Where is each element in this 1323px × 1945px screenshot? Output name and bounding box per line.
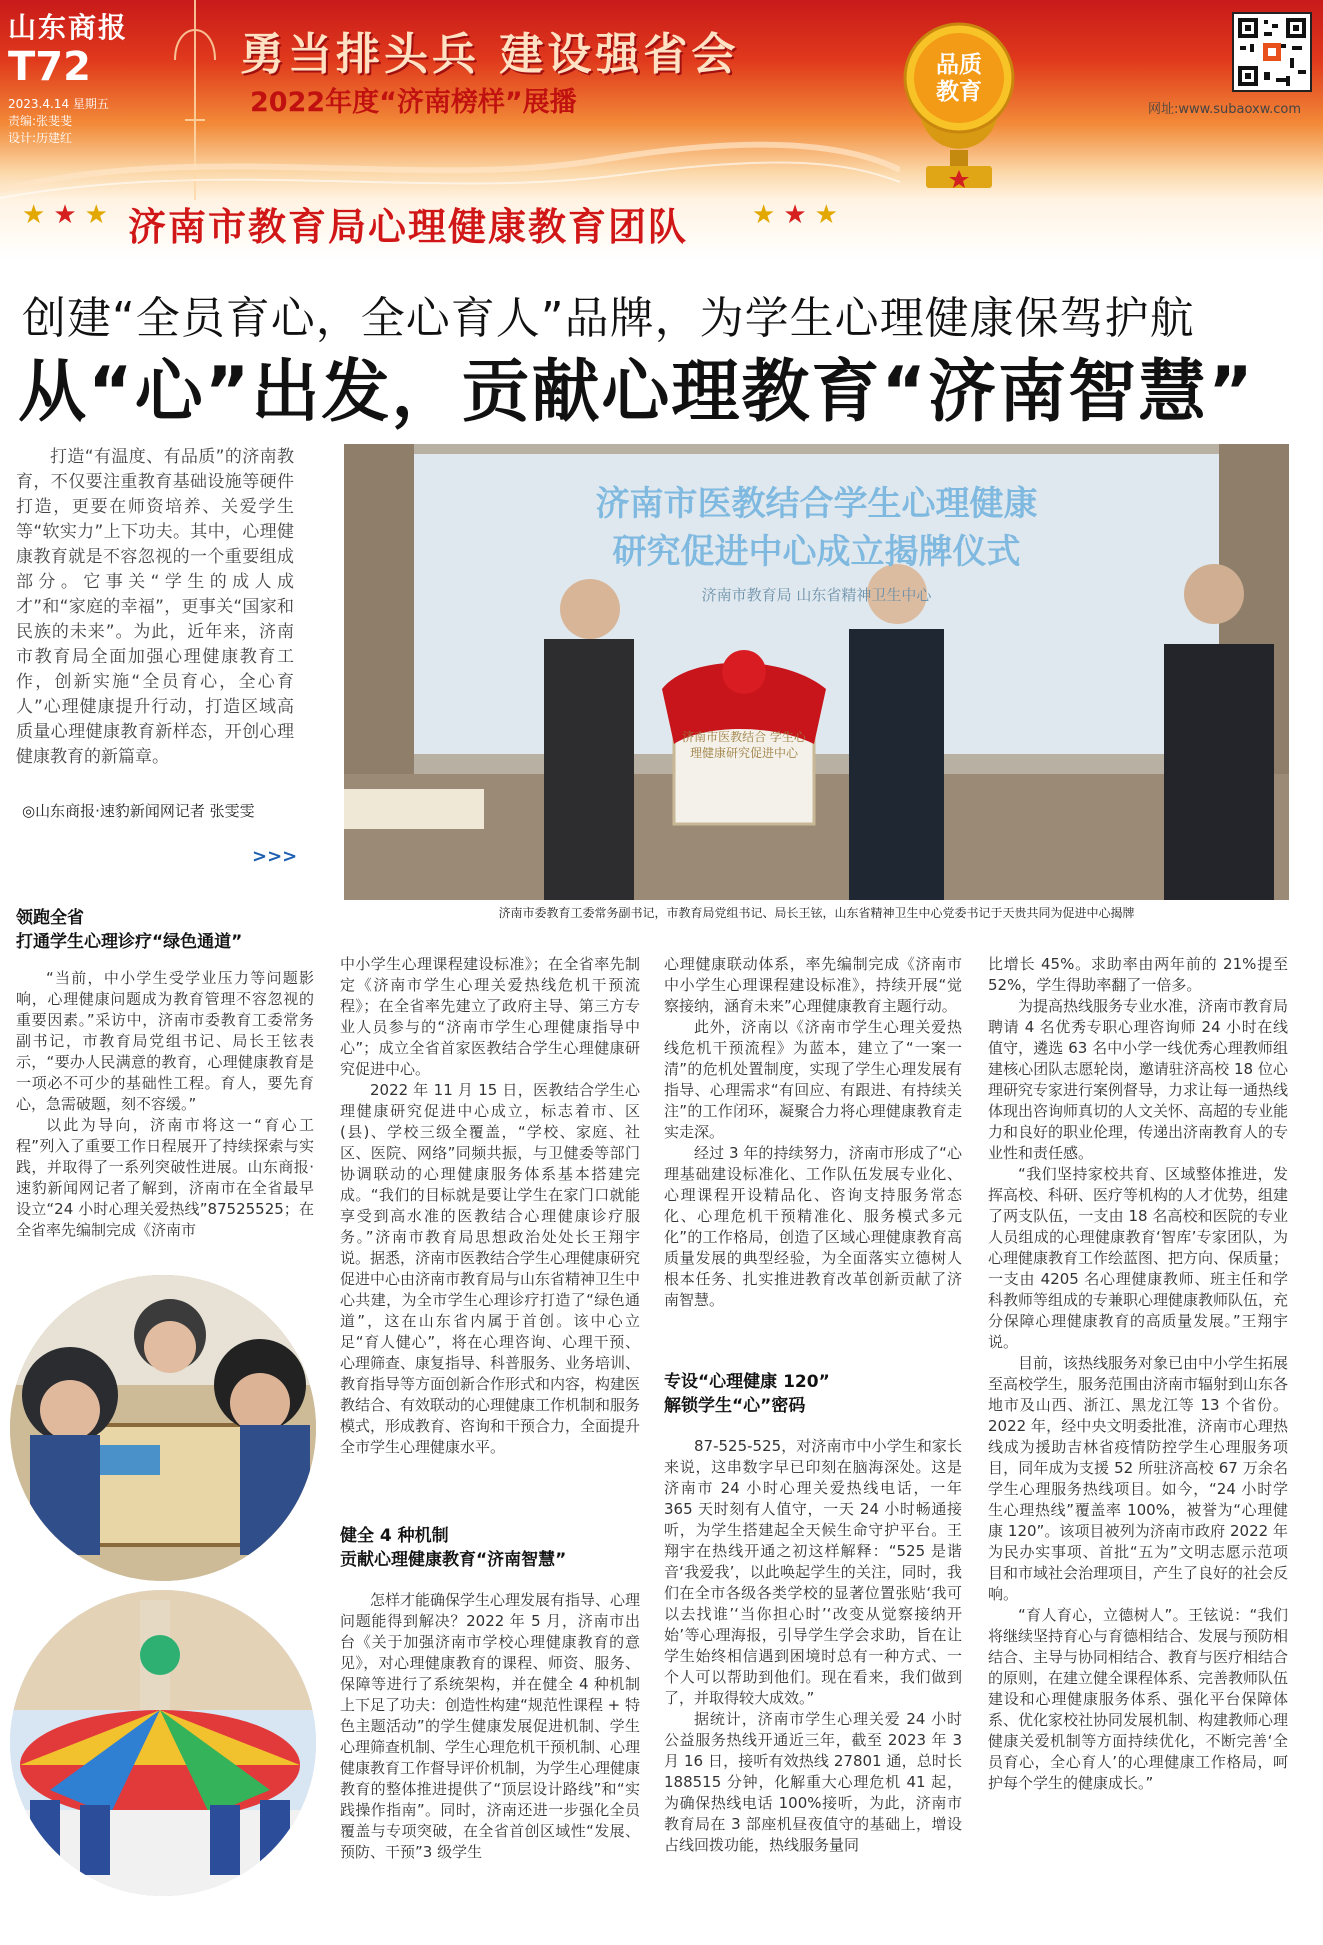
qr-code-icon xyxy=(1232,12,1312,92)
paragraph: 比增长 45%。求助率由两年前的 21%提至 52%，学生得助率翻了一倍多。 xyxy=(988,955,1288,994)
quality-education-badge-text: 品质教育 xyxy=(936,52,982,105)
parachute-illustration xyxy=(10,1590,316,1896)
column-2-body xyxy=(340,954,640,1458)
section-3-heading-line-1: 专设“心理健康 120” xyxy=(664,1372,830,1392)
continue-arrows: >>> xyxy=(252,846,298,867)
paragraph: 以此为导向，济南市将这一“育心工程”列入了重要工作日程展开了持续探索与实践，并取得了一系列突破性进展。山东商报·速豹新闻网记者了解到，济南市在全省最早设立“24 小时心理关爱热线”87525525；在全省率先编制完成《济南市 xyxy=(16,1116,314,1239)
column-2-body-continued xyxy=(340,1590,640,1863)
paragraph: 目前，该热线服务对象已由中小学生拓展至高校学生，服务范围由济南市辐射到山东各地市及山西、浙江、黑龙江等 13 个省份。2022 年，经中央文明委批准，济南市心理热线成为援助吉林省疫情防控学生心理服务项目，同年成为支援 52 所驻济高校 67 万余名学生心理服务热线项目。如今，“24 小时学生心理热线”覆盖率 100%，被誉为“心理健康 120”。该项目被列为济南市政府 2022 年为民办实事项、首批“五为”文明志愿示范项目和市域社会治理项目，产生了良好的社会反响。 xyxy=(988,1354,1289,1603)
masthead-slogan: 勇当排头兵 建设强省会 xyxy=(240,29,740,80)
headline-subtitle: 创建“全员育心，全心育人”品牌，为学生心理健康保驾护航 xyxy=(22,293,1195,344)
paragraph: 怎样才能确保学生心理发展有指导、心理问题能得到解决？2022 年 5 月，济南市出台《关于加强济南市学校心理健康教育的意见》，对心理健康教育的课程、师资、服务、保障等进行了系统架构，并在健全 4 种机制上下足了功夫：创造性构建“规范性课程 + 特色主题活动”的学生健康发展促进机制、学生心理筛查机制、学生心理危机干预机制、心理健康教育工作督导评价机制，为学生心理健康教育的整体推进提供了“顶层设计路线”和“实践操作指南”。同时，济南还进一步强化全员覆盖与专项突破，在全省首创区域性“发展、预防、干预”3 级学生 xyxy=(340,1591,641,1861)
photo-caption: 济南市委教育工委常务副书记，市教育局党组书记、局长王铉，山东省精神卫生中心党委书记于天贵共同为促进中心揭牌 xyxy=(498,906,1135,920)
section-1-heading-line-1: 领跑全省 xyxy=(16,908,84,928)
ceremony-banner-line-2: 研究促进中心成立揭牌仪式 xyxy=(612,532,1021,572)
editor-credit: 责编:张斐斐 xyxy=(8,114,73,128)
section-1-heading-line-2: 打通学生心理诊疗“绿色通道” xyxy=(16,932,243,952)
paragraph: 据统计，济南市学生心理关爱 24 小时公益服务热线开通近三年，截至 2023 年 3 月 16 日，接听有效热线 27801 通，总时长 188515 分钟，化解重大心理危机 41 起，为确保热线电话 100%接听，为此，济南市教育局在 3 部座机昼夜值守的基础上，增设占线回拨功能，热线服务量同 xyxy=(664,1710,962,1854)
issue-date: 2023.4.14 星期五 xyxy=(8,97,109,111)
decorative-stars-right: ★★★ xyxy=(752,200,846,230)
unveiled-plaque: 济南市医教结合 学生心理健康研究促进中心 xyxy=(682,730,806,760)
paragraph: 中小学生心理课程建设标准》；在全省率先制定《济南市学生心理关爱热线危机干预流程》；在全省率先建立了政府主导、第三方专业人员参与的“济南市学生心理健康指导中心”；成立全省首家医教结合学生心理健康研究促进中心。 xyxy=(340,955,640,1078)
column-4-body xyxy=(988,954,1288,1794)
page-number: T72 xyxy=(8,44,91,90)
paragraph: 此外，济南以《济南市学生心理关爱热线危机干预流程》为蓝本，建立了“一案一清”的危机处置制度，实现了学生心理发展有指导、心理需求“有回应、有跟进、有持续关注”的工作闭环，凝聚合力将心理健康教育走实走深。 xyxy=(664,1018,962,1141)
intro-paragraph: 打造“有温度、有品质”的济南教育，不仅要注重教育基础设施等硬件打造，更要在师资培养、关爱学生等“软实力”上下功夫。其中，心理健康教育就是不容忽视的一个重要组成部分。它事关“学生的成人成才”和“家庭的幸福”，更事关“国家和民族的未来”。为此，近年来，济南市教育局全面加强心理健康教育工作，创新实施“全员育心，全心育人”心理健康提升行动，打造区域高质量心理健康教育新样态，开创心理健康教育的新篇章。 xyxy=(16,447,294,767)
paragraph: 为提高热线服务专业水准，济南市教育局聘请 4 名优秀专职心理咨询师 24 小时在线值守，遴选 63 名中小学一线优秀心理教师组建核心团队志愿轮岗，邀请驻济高校 18 位心理研究专家进行案例督导，力求让每一通热线体现出咨询师真切的人文关怀、高超的专业能力和良好的职业伦理，传递出济南教育人的专业性和责任感。 xyxy=(988,997,1289,1162)
headline-main: 从“心”出发，贡献心理教育“济南智慧” xyxy=(18,353,1255,432)
team-title: 济南市教育局心理健康教育团队 xyxy=(128,205,689,249)
reporter-byline: ◎山东商报·速豹新闻网记者 张雯雯 xyxy=(22,802,255,820)
column-1-body xyxy=(16,968,314,1241)
ceremony-banner-line-3: 济南市教育局 山东省精神卫生中心 xyxy=(701,586,932,604)
sandplay-illustration xyxy=(10,1275,316,1581)
column-3-body xyxy=(664,954,962,1311)
paragraph: 87-525-525，对济南市中小学生和家长来说，这串数字早已印刻在脑海深处。这是济南市 24 小时心理关爱热线电话，一年 365 天时刻有人值守，一天 24 小时畅通接听，为学生搭建起全天候生命守护平台。王翔宇在热线开通之初这样解释：“525 是谐音‘我爱我’，以此唤起学生的关注，同时，我们在全市各级各类学校的显著位置张贴‘我可以去找谁’‘当你担心时’‘改变从觉察接纳开始’等心理海报，引导学生学会求助，旨在让学生始终相信遇到困境时总有一种方式、一个人可以帮助到他们。现在看来，我们做到了，并取得较大成效。” xyxy=(664,1437,962,1707)
section-2-heading-line-1: 健全 4 种机制 xyxy=(340,1526,449,1546)
paragraph: “我们坚持家校共育、区域整体推进，发挥高校、科研、医疗等机构的人才优势，组建了两支队伍，一支由 18 名高校和医院的专业人员组成的心理健康教育‘智库’专家团队，为心理健康教育工作绘蓝图、把方向、保质量；一支由 4205 名心理健康教师、班主任和学科教师等组成的专兼职心理健康教师队伍，充分保障心理健康教育的高质量发展。”王翔宇说。 xyxy=(988,1165,1289,1351)
decorative-stars-left: ★★★ xyxy=(22,200,116,230)
paragraph: “当前，中小学生受学业压力等问题影响，心理健康问题成为教育管理不容忽视的重要因素。”采访中，济南市委教育工委常务副书记，市教育局党组书记、局长王铉表示，“要办人民满意的教育，心理健康教育是一项必不可少的基础性工程。育人，要先育心，急需破题，刻不容缓。” xyxy=(16,969,314,1113)
paragraph: 心理健康联动体系，率先编制完成《济南市中小学生心理课程建设标准》，持续开展“觉察接纳，涵育未来”心理健康教育主题行动。 xyxy=(664,955,962,1015)
sandplay-therapy-photo xyxy=(10,1275,316,1581)
paper-name: 山东商报 xyxy=(8,11,129,44)
section-3-heading-line-2: 解锁学生“心”密码 xyxy=(664,1396,806,1416)
designer-credit: 设计:历建红 xyxy=(8,131,73,145)
section-2-heading-line-2: 贡献心理健康教育“济南智慧” xyxy=(340,1550,567,1570)
paragraph: 2022 年 11 月 15 日，医教结合学生心理健康研究促进中心成立，标志着市、区(县)、学校三级全覆盖，“学校、家庭、社区、医院、网络”同频共振，与卫健委等部门协调联动的心理健康服务体系基本搭建完成。“我们的目标就是要让学生在家门口就能享受到高水准的医教结合心理健康诊疗服务。”济南市教育局思想政治处处长王翔宇说。据悉，济南市医教结合学生心理健康研究促进中心由济南市教育局与山东省精神卫生中心共建，为全市学生心理诊疗打造了“绿色通道”，这在山东省内属于首创。该中心立足“育人健心”，将在心理咨询、心理干预、心理筛查、康复指导、科普服务、业务培训、教育指导等方面创新合作形式和内容，构建医教结合、有效联动的心理健康工作机制和服务模式，形成教育、咨询和干预合力，全面提升全市学生心理健康水平。 xyxy=(340,1081,641,1456)
website-address: 网址:www.subaoxw.com xyxy=(1148,102,1302,117)
ribbon-graphic xyxy=(0,120,900,200)
paragraph: 经过 3 年的持续努力，济南市形成了“心理基础建设标准化、工作队伍发展专业化、心理课程开设精品化、咨询支持服务常态化、心理危机干预精准化、服务模式多元化”的工作格局，创造了区域心理健康教育高质量发展的典型经验，为全面落实立德树人根本任务、扎实推进教育改革创新贡献了济南智慧。 xyxy=(664,1144,962,1309)
unveiling-ceremony-photo xyxy=(344,444,1289,900)
paragraph: “育人育心，立德树人”。王铉说：“我们将继续坚持育心与育德相结合、发展与预防相结合、主导与协同相结合、教育与医疗相结合的原则，在建立健全课程体系、完善教师队伍建设和心理健康服务体系、强化平台保障体系、优化家校社协同发展机制、构建教师心理健康关爱机制等方面持续优化，不断完善‘全员育心，全心育人’的心理健康工作格局，呵护每个学生的健康成长。” xyxy=(988,1606,1289,1792)
column-3-body-continued xyxy=(664,1436,962,1856)
parachute-game-photo xyxy=(10,1590,316,1896)
ceremony-banner-line-1: 济南市医教结合学生心理健康 xyxy=(595,484,1038,524)
masthead-subslogan: 2022年度“济南榜样”展播 xyxy=(250,87,577,118)
